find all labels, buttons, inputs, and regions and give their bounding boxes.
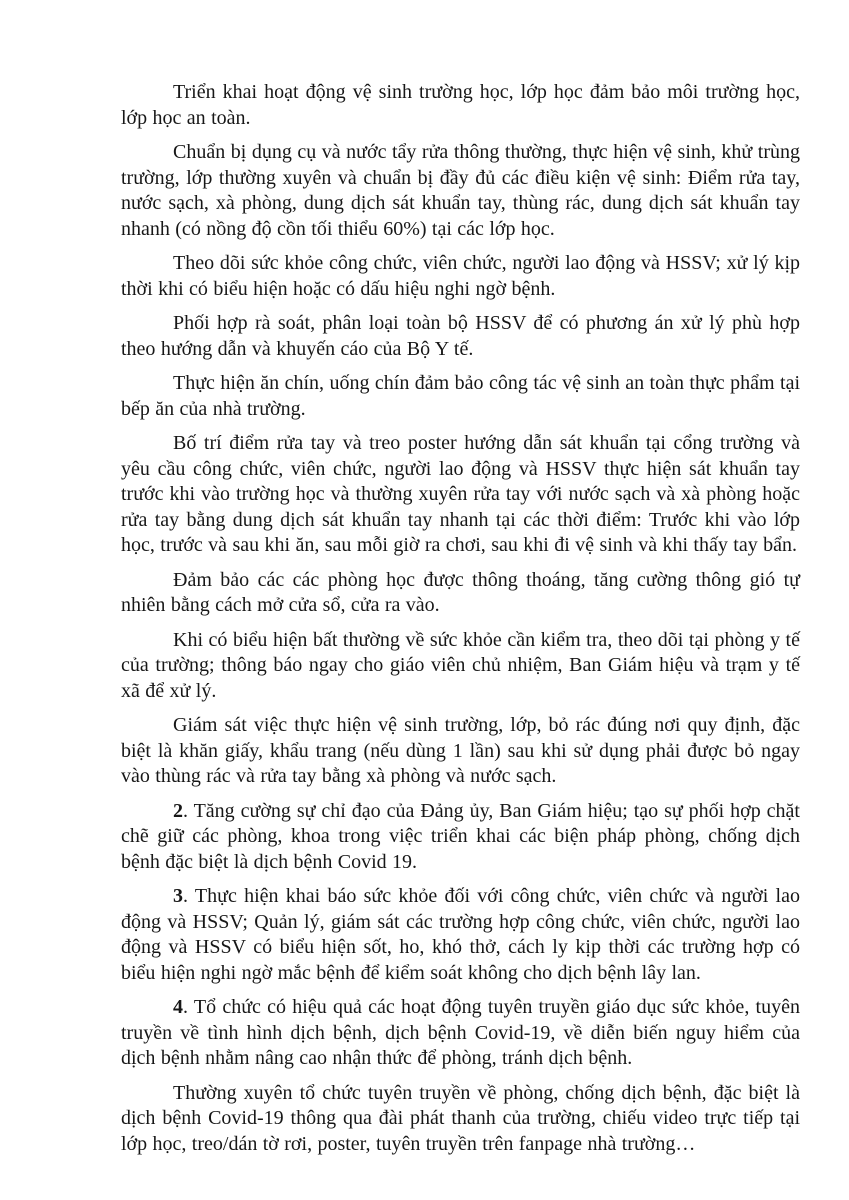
paragraph [121, 713, 800, 790]
paragraph [121, 140, 800, 242]
paragraph [121, 884, 800, 986]
paragraph-text: . Tăng cường sự chỉ đạo của Đảng ủy, Ban Giám hiệu; tạo sự phối hợp chặt chẽ giữ các phòng, khoa trong việc triển khai các biện pháp phòng, chống dịch bệnh đặc biệt là dịch bệnh Covid 19. [121, 799, 800, 873]
paragraph-text: Đảm bảo các các phòng học được thông thoáng, tăng cường thông gió tự nhiên bằng cách mở cửa sổ, cửa ra vào. [121, 568, 800, 616]
paragraph-text: Thực hiện ăn chín, uống chín đảm bảo công tác vệ sinh an toàn thực phẩm tại bếp ăn của nhà trường. [121, 372, 800, 420]
paragraph-text: . Thực hiện khai báo sức khỏe đối với công chức, viên chức và người lao động và HSSV; Quản lý, giám sát các trường hợp công chức, viên chức, người lao động và HSSV có biểu hiện sốt, ho, khó thở, cách ly kịp thời các trường hợp có biểu hiện nghi ngờ mắc bệnh để kiểm soát không cho dịch bệnh lây lan. [121, 885, 800, 984]
paragraph-text: Giám sát việc thực hiện vệ sinh trường, lớp, bỏ rác đúng nơi quy định, đặc biệt là khăn giấy, khẩu trang (nếu dùng 1 lần) sau khi sử dụng phải được bỏ ngay vào thùng rác và rửa tay bằng xà phòng và nước sạch. [121, 714, 800, 787]
paragraph-text: Khi có biểu hiện bất thường về sức khỏe cần kiểm tra, theo dõi tại phòng y tế của trường; thông báo ngay cho giáo viên chủ nhiệm, Ban Giám hiệu và trạm y tế xã để xử lý. [121, 628, 800, 702]
paragraph-text: Bố trí điểm rửa tay và treo poster hướng dẫn sát khuẩn tại cổng trường và yêu cầu công chức, viên chức, người lao động và HSSV thực hiện sát khuẩn tay trước khi vào trường học và thường xuyên rửa tay với nước sạch và xà phòng hoặc rửa tay bằng dung dịch sát khuẩn tay nhanh tại các thời điểm: Trước khi vào lớp học, trước và sau khi ăn, sau mỗi giờ ra chơi, sau khi đi vệ sinh và khi thấy tay bẩn. [121, 432, 800, 556]
paragraph [121, 1081, 800, 1158]
paragraph-text: Triển khai hoạt động vệ sinh trường học, lớp học đảm bảo môi trường học, lớp học an toàn. [121, 81, 800, 129]
paragraph-text: Thường xuyên tổ chức tuyên truyền về phòng, chống dịch bệnh, đặc biệt là dịch bệnh Covid-19 thông qua đài phát thanh của trường, chiếu video trực tiếp tại lớp học, treo/dán tờ rơi, poster, tuyên truyền trên fanpage nhà trường… [121, 1081, 800, 1155]
paragraph-text: Chuẩn bị dụng cụ và nước tẩy rửa thông thường, thực hiện vệ sinh, khử trùng trường, lớp thường xuyên và chuẩn bị đầy đủ các điều kiện vệ sinh: Điểm rửa tay, nước sạch, xà phòng, dung dịch sát khuẩn tay, thùng rác, dung dịch sát khuẩn tay nhanh (có nồng độ cồn tối thiểu 60%) tại các lớp học. [121, 141, 800, 240]
paragraph-text: Phối hợp rà soát, phân loại toàn bộ HSSV để có phương án xử lý phù hợp theo hướng dẫn và khuyến cáo của Bộ Y tế. [121, 312, 800, 360]
paragraph [121, 431, 800, 559]
paragraph [121, 799, 800, 876]
paragraph [121, 568, 800, 619]
paragraph-number: 4 [173, 996, 183, 1018]
document-text-block [121, 80, 800, 1166]
paragraph [121, 80, 800, 131]
paragraph [121, 628, 800, 705]
paragraph [121, 371, 800, 422]
paragraph-number: 3 [173, 885, 183, 907]
paragraph-text: . Tổ chức có hiệu quả các hoạt động tuyên truyền giáo dục sức khỏe, tuyên truyền về tình hình dịch bệnh, dịch bệnh Covid-19, về diễn biến nguy hiểm của dịch bệnh nhằm nâng cao nhận thức để phòng, tránh dịch bệnh. [121, 996, 800, 1069]
paragraph [121, 995, 800, 1072]
paragraph-text: Theo dõi sức khỏe công chức, viên chức, người lao động và HSSV; xử lý kịp thời khi có biểu hiện hoặc có dấu hiệu nghi ngờ bệnh. [121, 252, 800, 300]
paragraph-number: 2 [173, 799, 183, 822]
paragraph [121, 311, 800, 362]
paragraph [121, 251, 800, 302]
